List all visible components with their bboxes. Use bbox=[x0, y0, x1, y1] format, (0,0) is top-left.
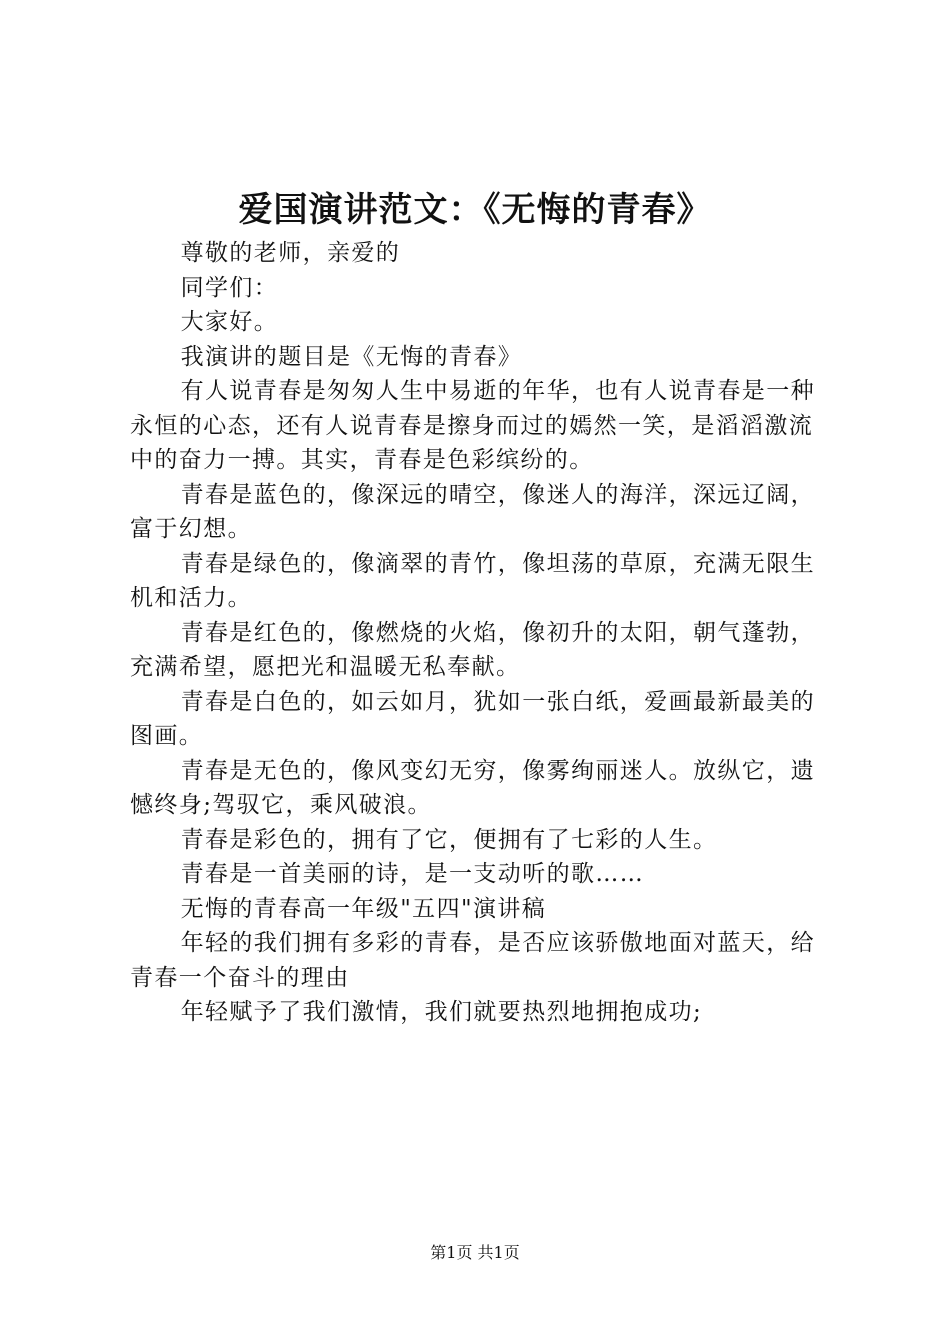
paragraph: 青春是蓝色的，像深远的晴空，像迷人的海洋，深远辽阔，富于幻想。 bbox=[130, 481, 815, 542]
paragraph: 有人说青春是匆匆人生中易逝的年华，也有人说青春是一种永恒的心态，还有人说青春是擦身而过的嫣然一笑，是滔滔激流中的奋力一搏。其实，青春是色彩缤纷的。 bbox=[130, 378, 815, 473]
paragraph: 同学们： bbox=[180, 274, 279, 301]
paragraph: 青春是一首美丽的诗，是一支动听的歌…… bbox=[180, 861, 645, 887]
paragraph: 青春是无色的，像风变幻无穷，像雾绚丽迷人。放纵它，遗憾终身;驾驭它，乘风破浪。 bbox=[130, 757, 815, 818]
paragraph: 青春是彩色的，拥有了它，便拥有了七彩的人生。 bbox=[180, 826, 718, 853]
paragraph: 青春是红色的，像燃烧的火焰，像初升的太阳，朝气蓬勃，充满希望，愿把光和温暖无私奉献。 bbox=[130, 619, 815, 680]
paragraph: 我演讲的题目是《无悔的青春》 bbox=[180, 343, 523, 370]
paragraph: 青春是白色的，如云如月，犹如一张白纸，爱画最新最美的图画。 bbox=[130, 688, 815, 749]
paragraph: 无悔的青春高一年级"五四"演讲稿 bbox=[180, 895, 547, 922]
page-footer: 第1页 共1页 bbox=[430, 1243, 520, 1262]
paragraph: 尊敬的老师，亲爱的 bbox=[180, 240, 401, 266]
document-title: 爱国演讲范文：《无悔的青春》 bbox=[238, 190, 712, 230]
paragraph: 年轻的我们拥有多彩的青春，是否应该骄傲地面对蓝天，给青春一个奋斗的理由 bbox=[130, 930, 815, 991]
paragraph: 青春是绿色的，像滴翠的青竹，像坦荡的草原，充满无限生机和活力。 bbox=[130, 550, 815, 611]
document-body bbox=[130, 236, 830, 1030]
paragraph: 大家好。 bbox=[180, 309, 279, 335]
paragraph: 年轻赋予了我们激情，我们就要热烈地拥抱成功; bbox=[180, 999, 703, 1025]
